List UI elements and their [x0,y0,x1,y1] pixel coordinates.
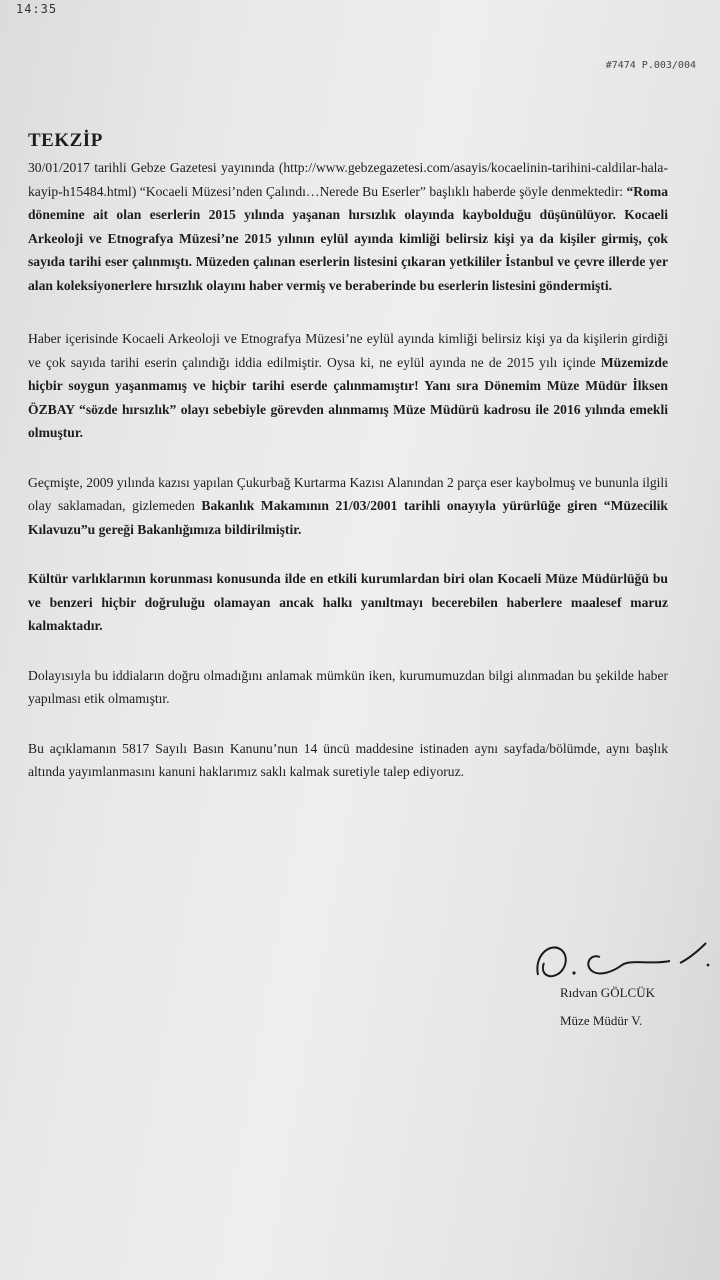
paragraph-cultural-assets: Kültür varlıklarının korunması konusunda ilde en etkili kurumlardan biri olan Kocaeli Müze Müdürlüğü bu ve benzeri hiçbir doğruluğu olamayan ancak halkı yanıltmayı becerebilen haberlere maalesef maruz kalmaktadır. [28,571,668,633]
letter-body [28,130,668,784]
quoted-news-text: “Roma dönemine ait olan eserlerin 2015 yılında yaşanan hırsızlık olayında kaybolduğu düşünülüyor. Kocaeli Arkeoloji ve Etnografya Müzesi’ne 2015 yılının eylül ayında kimliği belirsiz kişi ya da kişiler girmiş, çok sayıda tarihi eser çalınmıştı. Müzeden çalınan eserlerin listesini çıkaran yetkililer İstanbul ve çevre illerde yer alan koleksiyonerlere hırsızlık olayını haber vermiş ve beraberinde bu eserlerin listesini göndermişti. [28,183,668,293]
fax-header [0,0,720,26]
fax-timestamp: 14:35 [16,2,58,16]
paragraph-intro-text: 30/01/2017 tarihli Gebze Gazetesi yayınında (http://www.gebzegazetesi.com/asayis/kocaelinin-tarihini-caldilar-hala-kayip-h15484.html) “Kocaeli Müzesi’nden Çalındı…Nerede Bu Eserler” başlıklı haberde şöyle denmektedir: [28,160,668,199]
rebuttal-text: Haber içerisinde Kocaeli Arkeoloji ve Etnografya Müzesi’ne eylül ayında kimliği belirsiz kişi ya da kişilerin girdiği ve çok sayıda tarihi eserin çalındığı iddia edilmiştir. Oysa ki, ne eylül ayında ne de 2015 yılı içinde [28,331,668,370]
paragraph-history [28,471,668,542]
paragraph-rebuttal [28,327,668,445]
history-bold-text: Bakanlık Makamının 21/03/2001 tarihli onayıyla yürürlüğe giren “Müzecilik Kılavuzu”u gereği Bakanlığımıza bildirilmiştir. [28,498,668,537]
rebuttal-bold-text: Müzemizde hiçbir soygun yaşanmamış ve hiçbir tarihi eserde çalınmamıştır! Yanı sıra Dönemim Müze Müdür İlksen ÖZBAY “sözde hırsızlık” olayı sebebiyle görevden alınmamış Müze Müdürü kadrosu ile 2016 yılında emekli olmuştur. [28,354,668,440]
fax-page-reference: #7474 P.003/004 [605,60,696,71]
document-title: TEKZİP [28,130,103,151]
paragraph-request: Bu açıklamanın 5817 Sayılı Basın Kanunu’nun 14 üncü maddesine istinaden aynı sayfada/bölümde, aynı başlık altında yayımlanmasını kanuni haklarımız saklı kalmak suretiyle talep ediyoruz. [28,740,668,779]
history-text: Geçmişte, 2009 yılında kazısı yapılan Çukurbağ Kurtarma Kazısı Alanından 2 parça eser kaybolmuş ve bununla ilgili olay saklamadan, gizlemeden [28,474,668,513]
signature-block [530,935,720,1055]
paragraph-news-quote [28,156,668,297]
signer-name: Rıdvan GÖLCÜK [560,985,655,1000]
signer-title: Müze Müdür V. [560,1013,643,1028]
paragraph-conclusion: Dolayısıyla bu iddiaların doğru olmadığını anlamak mümkün iken, kurumumuzdan bilgi alınmadan bu şekilde haber yapılması etik olmamıştır. [28,667,668,706]
